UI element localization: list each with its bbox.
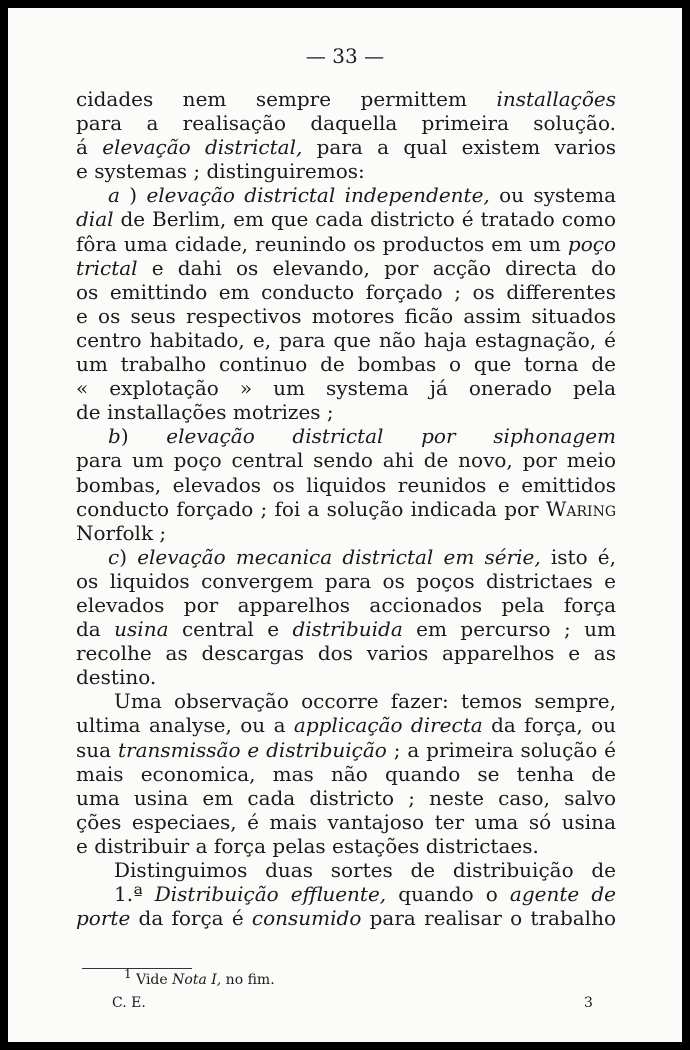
text-line: fôra uma cidade, reunindo os productos em um poço: [76, 231, 616, 256]
text-line: para um poço central sendo ahi de novo, por meio: [76, 448, 616, 473]
text-line: elevados por apparelhos accionados pela força: [76, 592, 616, 617]
text-line: e os seus respectivos motores ficão assim situados: [76, 303, 616, 328]
text-line: ultima analyse, ou a applicação directa da força, ou: [76, 713, 616, 738]
text-line: dial de Berlim, em que cada districto é tratado como: [76, 207, 616, 232]
text-line: a ) elevação districtal independente, ou systema: [108, 183, 616, 208]
text-line: recolhe as descargas dos varios apparelhos e as: [76, 641, 616, 666]
text-line: b) elevação districtal por siphonagem: [108, 424, 616, 449]
text-line: um trabalho continuo de bombas o que torna de: [76, 352, 616, 377]
text-line: conducto forçado ; foi a solução indicada por Waring: [76, 496, 616, 521]
text-line: Uma observação occorre fazer: temos sempre,: [114, 689, 616, 714]
page-number: — 33 —: [305, 44, 385, 68]
text-line: da usina central e distribuida em percurso ; um: [76, 617, 616, 642]
text-line: Norfolk ;: [76, 520, 167, 545]
text-line: sua transmissão e distribuição ; a primeira solução é: [76, 737, 616, 762]
signature-mark: C. E.: [112, 995, 146, 1011]
body-text: [76, 87, 616, 930]
text-line: os emittindo em conducto forçado ; os differentes: [76, 279, 616, 304]
text-line: bombas, elevados os liquidos reunidos e emittidos: [76, 472, 616, 497]
footnote-divider: [82, 968, 192, 969]
text-line: porte da força é consumido para realisar o trabalho: [76, 906, 616, 931]
footnote: $^1$ Vide Nota I, no fim.: [124, 967, 275, 988]
text-line: destino.: [76, 665, 157, 690]
text-line: os liquidos convergem para os poços districtaes e: [76, 568, 616, 593]
text-line: cidades nem sempre permittem installações: [76, 87, 616, 111]
text-line: e distribuir a força pelas estações districtaes.: [76, 833, 539, 858]
book-page: [8, 8, 682, 1042]
text-line: Distinguimos duas sortes de distribuição de: [114, 858, 616, 882]
text-line: « explotação » um systema já onerado pela: [76, 376, 616, 401]
text-line: e systemas ; distinguiremos:: [76, 159, 365, 184]
text-line: ções especiaes, é mais vantajoso ter uma só usina: [76, 809, 616, 834]
text-line: c) elevação mecanica districtal em série, isto é,: [108, 544, 616, 569]
text-line: de installações motrizes ;: [76, 400, 334, 425]
text-line: uma usina em cada districto ; neste caso, salvo: [76, 785, 616, 810]
text-line: 1.ª Distribuição effluente, quando o agente de: [114, 882, 616, 907]
text-line: centro habitado, e, para que não haja estagnação, é: [76, 327, 616, 352]
text-line: trictal e dahi os elevando, por acção directa do: [76, 255, 616, 280]
text-line: para a realisação daquella primeira solução.: [76, 111, 616, 136]
signature-number: 3: [584, 995, 593, 1011]
text-line: á elevação districtal, para a qual existem varios: [76, 135, 616, 160]
text-line: mais economica, mas não quando se tenha de: [76, 761, 616, 786]
